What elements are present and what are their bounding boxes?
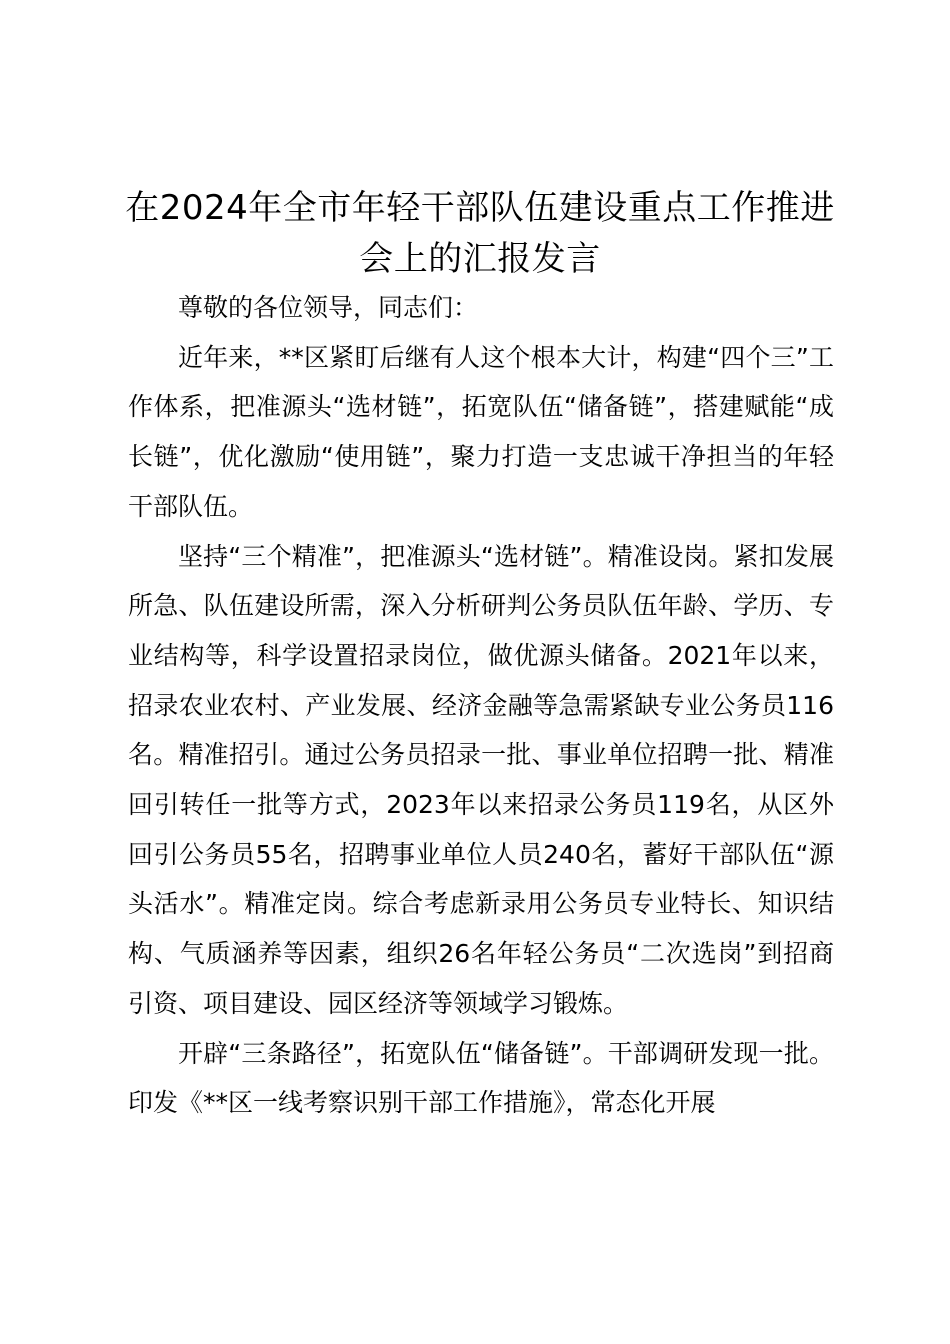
paragraph: 坚持“三个精准”，把准源头“选材链”。精准设岗。紧扣发展所急、队伍建设所需，深入分析研判公务员队伍年龄、学历、专业结构等，科学设置招录岗位，做优源头储备。2021年以来，招录农业农村、产业发展、经济金融等急需紧缺专业公务员116名。精准招引。通过公务员招录一批、事业单位招聘一批、精准回引转任一批等方式，2023年以来招录公务员119名，从区外回引公务员55名，招聘事业单位人员240名，蓄好干部队伍“源头活水”。精准定岗。综合考虑新录用公务员专业特长、知识结构、气质涵养等因素，组织26名年轻公务员“二次选岗”到招商引资、项目建设、园区经济等领域学习锻炼。 <box>128 541 834 1018</box>
salutation: 尊敬的各位领导，同志们： <box>178 293 479 322</box>
document-body <box>128 283 834 1128</box>
paragraph: 开辟“三条路径”，拓宽队伍“储备链”。干部调研发现一批。印发《**区一线考察识别干部工作措施》，常态化开展 <box>128 1038 834 1118</box>
paragraph: 近年来，**区紧盯后继有人这个根本大计，构建“四个三”工作体系，把准源头“选材链”，拓宽队伍“储备链”，搭建赋能“成长链”，优化激励“使用链”，聚力打造一支忠诚干净担当的年轻干部队伍。 <box>128 342 834 521</box>
document-title: 在2024年全市年轻干部队伍建设重点工作推进会上的汇报发言 <box>125 188 835 279</box>
